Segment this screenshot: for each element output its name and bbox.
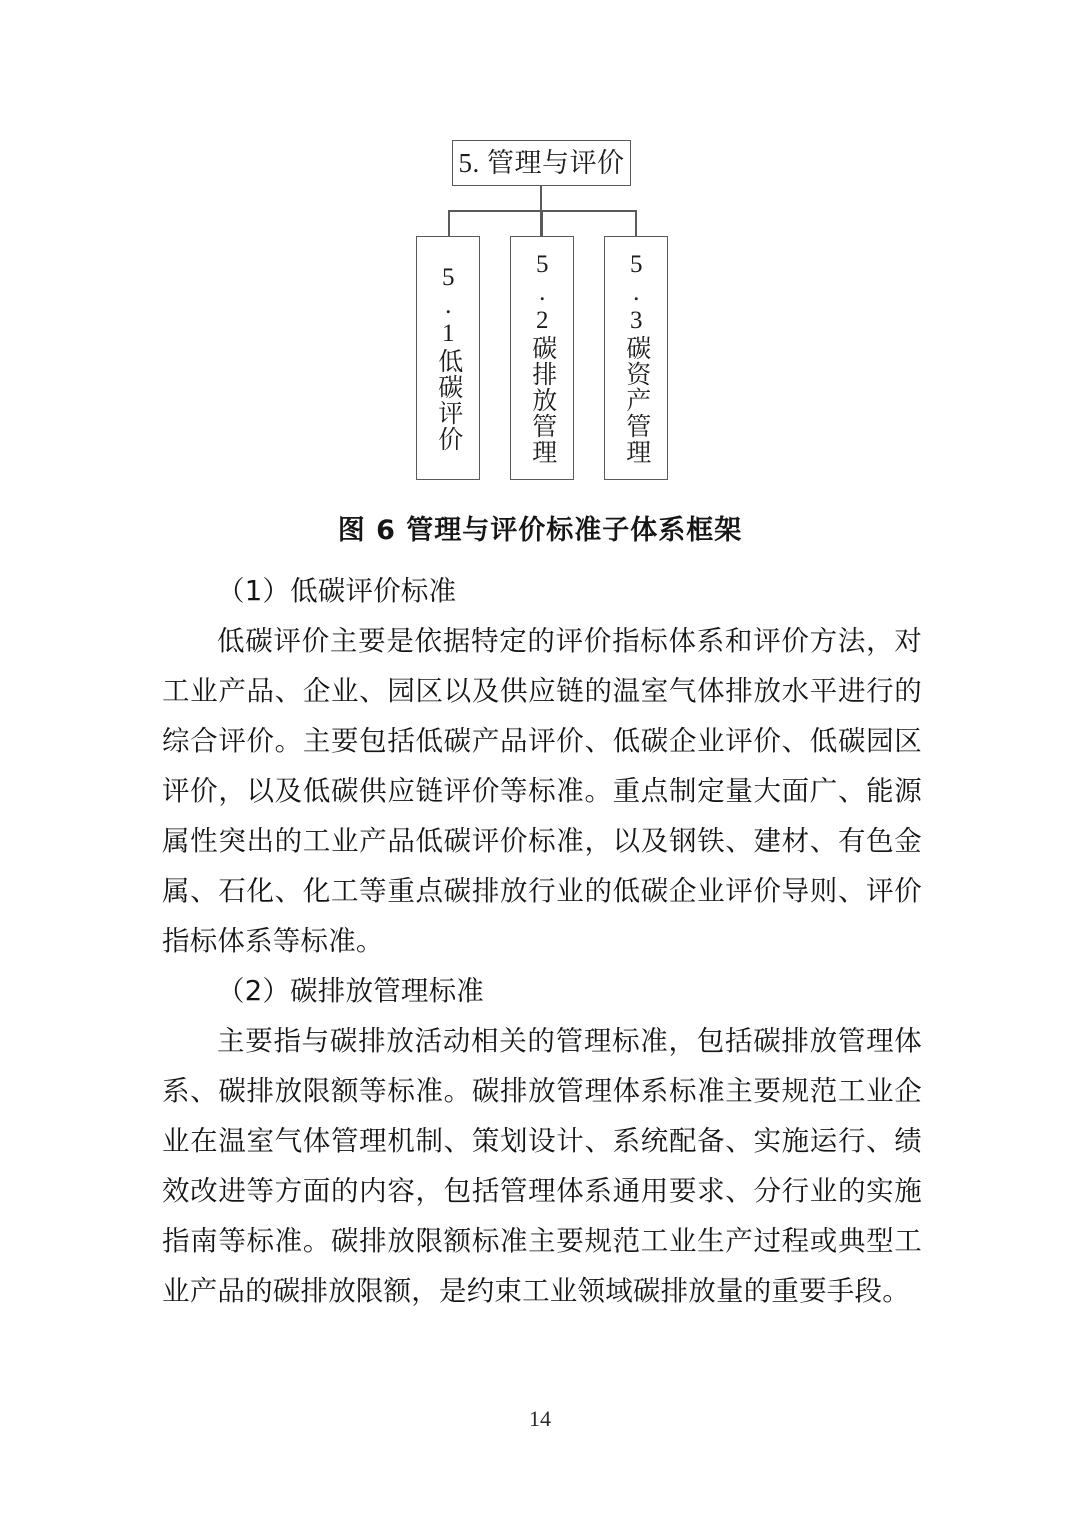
section-1-paragraph: 低碳评价主要是依据特定的评价指标体系和评价方法，对工业产品、企业、园区以及供应链的温室气体排放水平进行的综合评价。主要包括低碳产品评价、低碳企业评价、低碳园区评价，以及低碳供应链评价等标准。重点制定量大面广、能源属性突出的工业产品低碳评价标准，以及钢铁、建材、有色金属、石化、化工等重点碳排放行业的低碳企业评价导则、评价指标体系等标准。 [162, 625, 922, 957]
figure-6-caption: 图 6 管理与评价标准子体系框架 [337, 515, 743, 546]
connector-drop-child-2 [542, 210, 544, 236]
diagram-node-child-3 [604, 236, 668, 480]
diagram-node-child-2-label: 5.2碳排放管理 [528, 251, 556, 465]
diagram-node-child-2 [510, 236, 574, 480]
diagram-node-child-1 [416, 236, 480, 480]
body-text-column [162, 566, 922, 1316]
diagram-node-root [452, 140, 631, 186]
connector-drop-child-3 [635, 210, 637, 236]
connector-drop-child-1 [448, 210, 450, 236]
diagram-node-child-1-label: 5.1低碳评价 [434, 264, 462, 452]
diagram-node-child-3-label: 5.3碳资产管理 [622, 251, 650, 465]
section-2-paragraph: 主要指与碳排放活动相关的管理标准，包括碳排放管理体系、碳排放限额等标准。碳排放管理体系标准主要规范工业企业在温室气体管理机制、策划设计、系统配备、实施运行、绩效改进等方面的内容，包括管理体系通用要求、分行业的实施指南等标准。碳排放限额标准主要规范工业生产过程或典型工业产品的碳排放限额，是约束工业领域碳排放量的重要手段。 [162, 1025, 922, 1307]
figure-6-diagram [0, 0, 1080, 500]
section-1-heading: （1）低碳评价标准 [217, 575, 457, 607]
section-2-heading: （2）碳排放管理标准 [217, 975, 484, 1007]
page-number: 14 [529, 1406, 551, 1431]
diagram-node-root-label: 5. 管理与评价 [458, 147, 625, 178]
